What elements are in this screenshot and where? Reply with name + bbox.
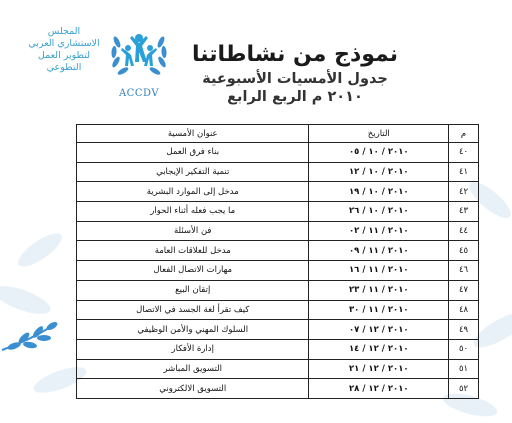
- row-title: إدارة الأفكار: [77, 339, 309, 359]
- row-number: ٤٧: [449, 280, 479, 300]
- row-number: ٤٢: [449, 182, 479, 202]
- row-title: السلوك المهني والأمن الوظيفي: [77, 320, 309, 340]
- column-header-number: م: [449, 125, 479, 143]
- page-title: نموذج من نشاطاتنا: [191, 42, 399, 67]
- row-date: ٢٠١٠ / ١٠ / ١٢: [309, 162, 449, 182]
- row-title: التسويق الالكتروني: [77, 379, 309, 399]
- table-row: [77, 320, 479, 340]
- row-title: كيف تقرأ لغة الجسد في الاتصال: [77, 300, 309, 320]
- table-row: [77, 300, 479, 320]
- column-header-title: عنوان الأمسية: [77, 125, 309, 143]
- column-header-date: التاريخ: [309, 125, 449, 143]
- row-date: ٢٠١٠ / ١٢ / ٢٨: [309, 379, 449, 399]
- row-number: ٤٠: [449, 143, 479, 163]
- row-number: ٥٠: [449, 339, 479, 359]
- laurel-branch-icon: [2, 320, 59, 351]
- row-title: مدخل إلى الموارد البشرية: [77, 182, 309, 202]
- table-row: [77, 261, 479, 281]
- row-number: ٤١: [449, 162, 479, 182]
- table-row: [77, 339, 479, 359]
- table-row: [77, 182, 479, 202]
- page-headings: [170, 40, 420, 106]
- row-date: ٢٠١٠ / ١٢ / ٢١: [309, 359, 449, 379]
- table-row: [77, 143, 479, 163]
- organization-logo: [14, 8, 164, 103]
- row-number: ٤٩: [449, 320, 479, 340]
- row-date: ٢٠١٠ / ١٢ / ١٤: [309, 339, 449, 359]
- row-number: ٤٥: [449, 241, 479, 261]
- row-date: ٢٠١٠ / ١٠ / ١٩: [309, 182, 449, 202]
- row-title: التسويق المباشر: [77, 359, 309, 379]
- row-date: ٢٠١٠ / ١٠ / ٢٦: [309, 202, 449, 222]
- table-row: [77, 202, 479, 222]
- page-subtitle: جدول الأمسيات الأسبوعية: [202, 71, 388, 87]
- row-date: ٢٠١٠ / ١١ / ٢٣: [309, 280, 449, 300]
- organization-acronym: ACCDV: [118, 88, 160, 99]
- table-row: [77, 221, 479, 241]
- row-number: ٤٦: [449, 261, 479, 281]
- organization-name-line: لتطوير العمل: [37, 50, 91, 61]
- table-row: [77, 359, 479, 379]
- laurel-people-emblem-icon: [108, 22, 170, 84]
- row-number: ٥٢: [449, 379, 479, 399]
- row-title: فن الأسئلة: [77, 221, 309, 241]
- organization-name-line: المجلس: [47, 26, 81, 37]
- row-number: ٥١: [449, 359, 479, 379]
- schedule-table: [76, 124, 479, 399]
- row-title: ما يجب فعله أثناء الحوار: [77, 202, 309, 222]
- row-title: مدخل للعلاقات العامة: [77, 241, 309, 261]
- table-row: [77, 162, 479, 182]
- organization-name-line: التطوعي: [46, 62, 82, 73]
- period-label: ٢٠١٠ م الربع الرابع: [227, 89, 363, 105]
- table-header-row: [77, 125, 479, 143]
- organization-name: [28, 26, 100, 74]
- row-title: إتقان البيع: [77, 280, 309, 300]
- table-row: [77, 379, 479, 399]
- row-date: ٢٠١٠ / ١١ / ٠٢: [309, 221, 449, 241]
- row-date: ٢٠١٠ / ١٢ / ٠٧: [309, 320, 449, 340]
- row-date: ٢٠١٠ / ١١ / ١٦: [309, 261, 449, 281]
- table-row: [77, 280, 479, 300]
- row-title: بناء فرق العمل: [77, 143, 309, 163]
- row-title: تنمية التفكير الإيجابي: [77, 162, 309, 182]
- row-title: مهارات الاتصال الفعال: [77, 261, 309, 281]
- row-number: ٤٨: [449, 300, 479, 320]
- table-row: [77, 241, 479, 261]
- row-date: ٢٠١٠ / ١٠ / ٠٥: [309, 143, 449, 163]
- row-number: ٤٣: [449, 202, 479, 222]
- row-number: ٤٤: [449, 221, 479, 241]
- row-date: ٢٠١٠ / ١١ / ٣٠: [309, 300, 449, 320]
- row-date: ٢٠١٠ / ١١ / ٠٩: [309, 241, 449, 261]
- organization-name-line: الاستشاري العربي: [28, 38, 100, 49]
